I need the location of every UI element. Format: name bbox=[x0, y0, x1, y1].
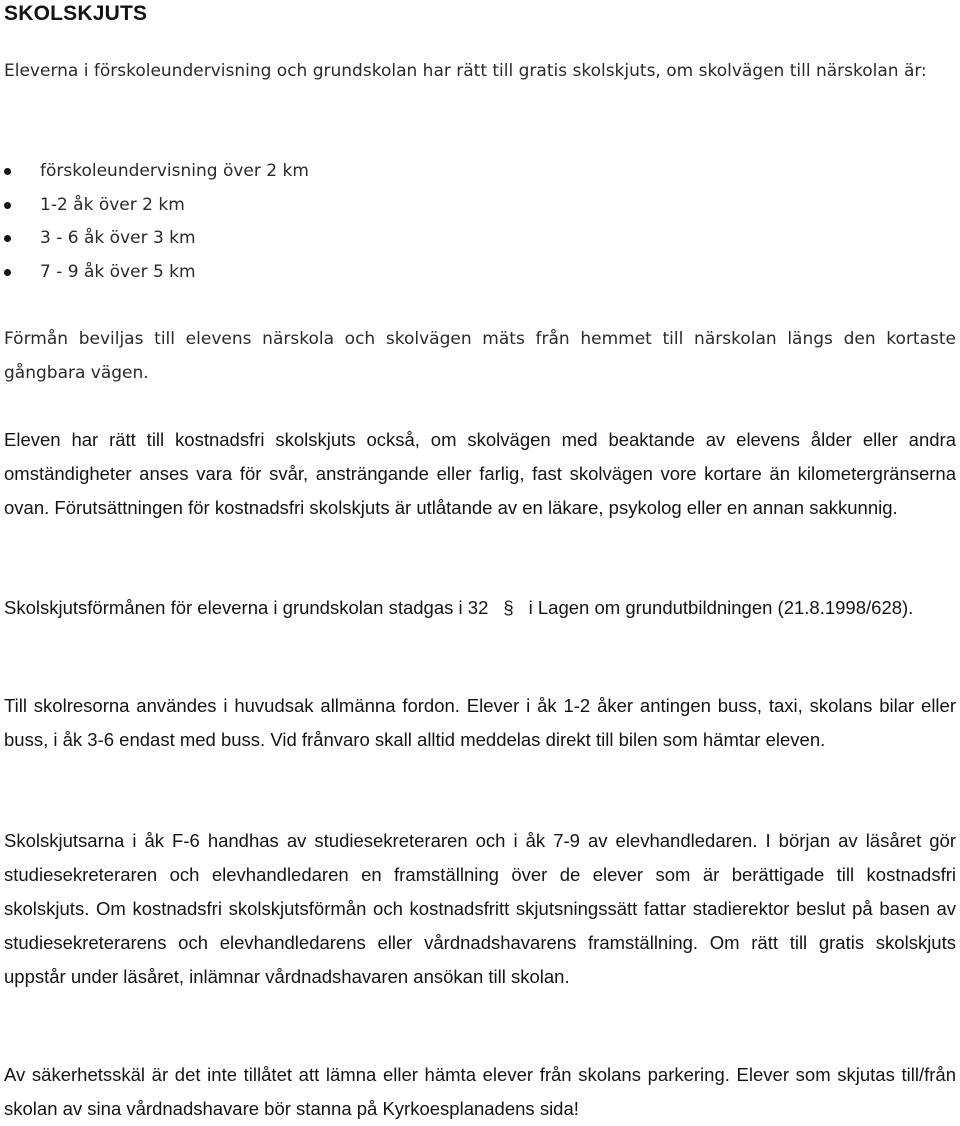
list-item: 7 - 9 åk över 5 km bbox=[4, 256, 309, 290]
law-text-start: Skolskjutsförmånen för eleverna i grundskolan stadgas i 32 bbox=[4, 597, 489, 618]
section-sign: § bbox=[503, 597, 514, 618]
list-item: 1-2 åk över 2 km bbox=[4, 189, 309, 223]
paragraph-vehicles: Till skolresorna användes i huvudsak allmänna fordon. Elever i åk 1-2 åker antingen buss, taxi, skolans bilar eller buss, i åk 3-6 endast med buss. Vid frånvaro skall alltid meddelas direkt till bilen som hämtar eleven. bbox=[4, 695, 956, 750]
paragraph-safety: Av säkerhetsskäl är det inte tillåtet att lämna eller hämta elever från skolans parkering. Elever som skjutas till/från skolan av sina vårdnadshavare bör stanna på Kyrkoesplanadens sida! bbox=[4, 1064, 956, 1119]
document-title: SKOLSKJUTS bbox=[4, 2, 148, 25]
intro-paragraph: Eleverna i förskoleundervisning och grundskolan har rätt till gratis skolskjuts, om skolvägen till närskolan är: bbox=[4, 61, 927, 81]
bullet-icon bbox=[4, 269, 11, 276]
distance-list bbox=[4, 155, 309, 289]
list-item: 3 - 6 åk över 3 km bbox=[4, 222, 309, 256]
bullet-icon bbox=[4, 235, 11, 242]
bullet-icon bbox=[4, 168, 11, 175]
paragraph-law bbox=[4, 591, 956, 625]
bullet-icon bbox=[4, 202, 11, 209]
law-text-end: i Lagen om grundutbildningen (21.8.1998/628). bbox=[528, 597, 914, 618]
list-item: förskoleundervisning över 2 km bbox=[4, 155, 309, 189]
paragraph-free-transport: Eleven har rätt till kostnadsfri skolskjuts också, om skolvägen med beaktande av elevens ålder eller andra omständigheter anses vara för svår, ansträngande eller farlig, fast skolvägen vore kortare än kilometergränserna ovan. Förutsättningen för kostnadsfri skolskjuts är utlåtande av en läkare, psykolog eller en annan sakkunnig. bbox=[4, 429, 956, 518]
paragraph-nearest-school: Förmån beviljas till elevens närskola och skolvägen mäts från hemmet till närskolan längs den kortaste gångbara vägen. bbox=[4, 329, 956, 383]
paragraph-administration: Skolskjutsarna i åk F-6 handhas av studiesekreteraren och i åk 7-9 av elevhandledaren. I början av läsåret gör studiesekreteraren och elevhandledaren en framställning över de elever som är berättigade till kostnadsfri skolskjuts. Om kostnadsfri skolskjutsförmån och kostnadsfritt skjutsningssätt fattar stadierektor beslut på basen av studiesekreterarens och elevhandledarens eller vårdnadshavarens framställning. Om rätt till gratis skolskjuts uppstår under läsåret, inlämnar vårdnadshavaren ansökan till skolan. bbox=[4, 830, 956, 987]
